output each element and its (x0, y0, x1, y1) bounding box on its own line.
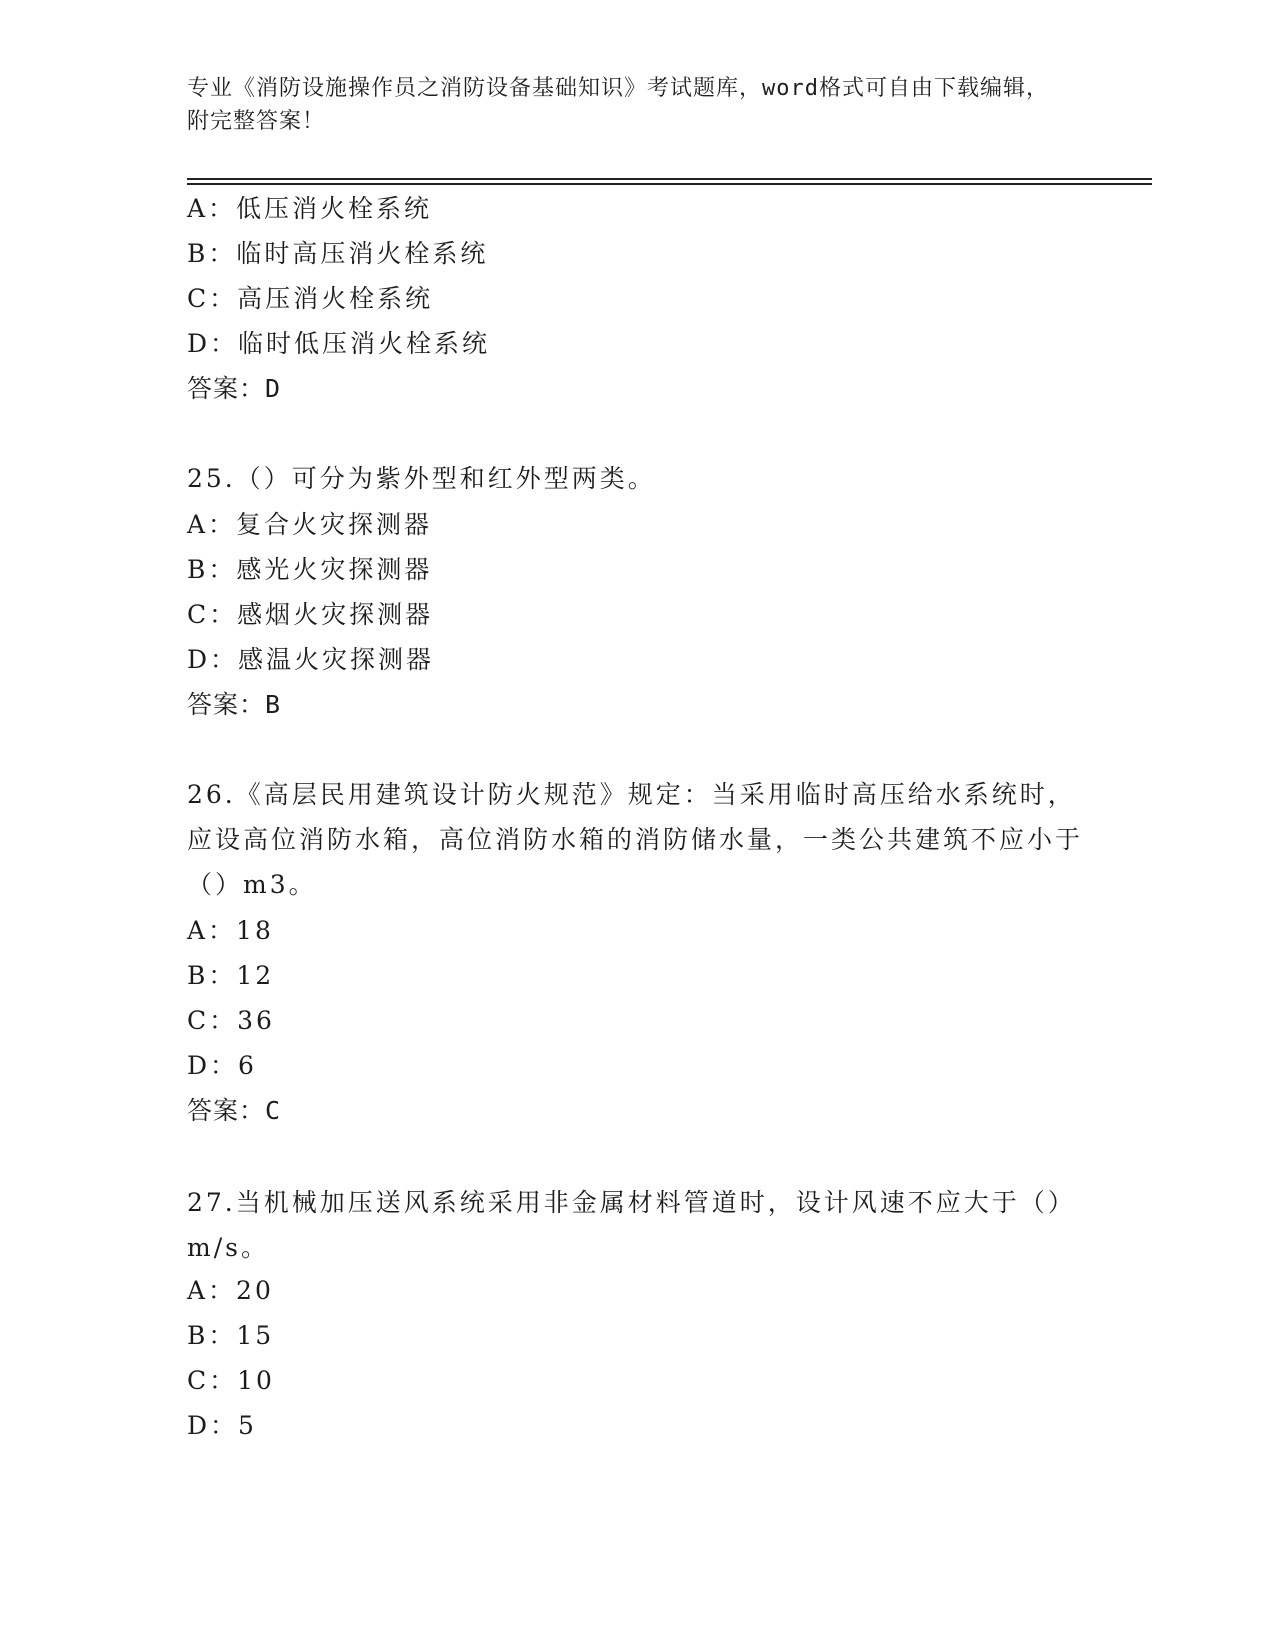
option-a: A：复合火灾探测器 (187, 510, 433, 539)
option-c: C：感烟火灾探测器 (187, 600, 434, 629)
header-divider-bottom (187, 183, 1152, 185)
document-header: 专业《消防设施操作员之消防设备基础知识》考试题库，word格式可自由下载编辑，附完整答案！ (187, 76, 1049, 134)
option-b: B：12 (187, 961, 275, 990)
option-a: A：低压消火栓系统 (187, 194, 433, 223)
option-b: B：感光火灾探测器 (187, 555, 433, 584)
option-d: D：临时低压消火栓系统 (187, 329, 491, 358)
option-d: D：感温火灾探测器 (187, 645, 435, 674)
header-divider-top (187, 178, 1152, 180)
answer: 答案：B (187, 690, 282, 719)
question-stem: 25.（）可分为紫外型和红外型两类。 (187, 464, 656, 493)
option-c: C：10 (187, 1366, 275, 1395)
question-stem: 27.当机械加压送风系统采用非金属材料管道时，设计风速不应大于（）m/s。 (187, 1188, 1076, 1262)
option-a: A：18 (187, 916, 274, 945)
option-b: B：临时高压消火栓系统 (187, 239, 489, 268)
answer: 答案：D (187, 374, 282, 403)
option-b: B：15 (187, 1321, 275, 1350)
question-stem: 26.《高层民用建筑设计防火规范》规定：当采用临时高压给水系统时，应设高位消防水箱，高位消防水箱的消防储水量，一类公共建筑不应小于（）m3。 (187, 780, 1084, 899)
option-a: A：20 (187, 1276, 274, 1305)
answer: 答案：C (187, 1096, 282, 1125)
option-d: D：6 (187, 1051, 257, 1080)
option-c: C：高压消火栓系统 (187, 284, 434, 313)
option-d: D：5 (187, 1411, 257, 1440)
option-c: C：36 (187, 1006, 275, 1035)
